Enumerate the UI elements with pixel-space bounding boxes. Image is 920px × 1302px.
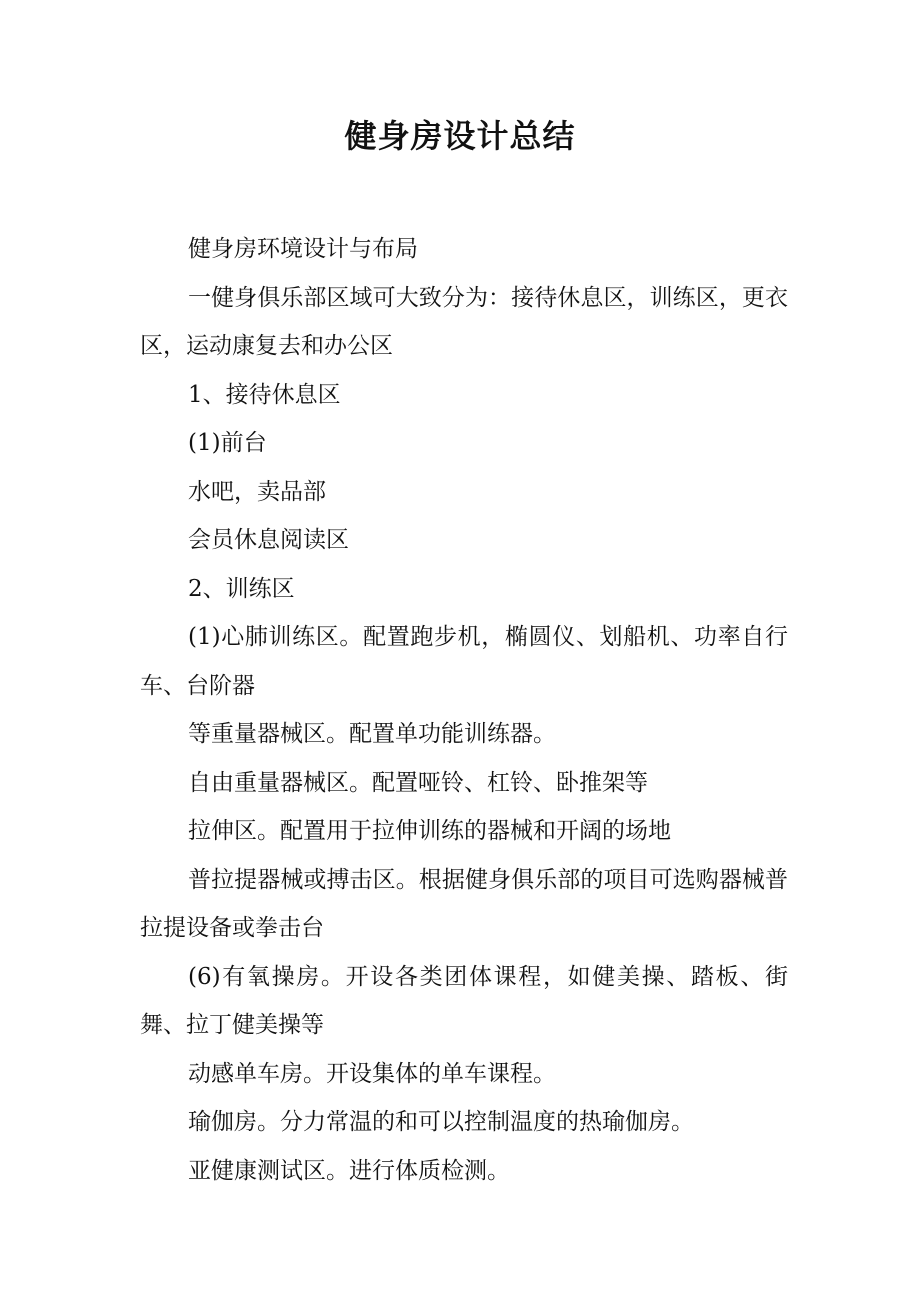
paragraph: 一健身俱乐部区域可大致分为：接待休息区，训练区，更衣区，运动康复去和办公区 [140, 284, 788, 359]
paragraph: 瑜伽房。分力常温的和可以控制温度的热瑜伽房。 [188, 1109, 694, 1135]
paragraph: 普拉提器械或搏击区。根据健身俱乐部的项目可选购器械普拉提设备或拳击台 [140, 866, 788, 941]
paragraph: 动感单车房。开设集体的单车课程。 [188, 1060, 556, 1087]
paragraph: 健身房环境设计与布局 [188, 236, 418, 262]
document-body [140, 225, 788, 1195]
paragraph: 自由重量器械区。配置哑铃、杠铃、卧推架等 [188, 769, 648, 796]
paragraph: 等重量器械区。配置单功能训练器。 [188, 721, 556, 747]
paragraph: 2、训练区 [188, 575, 295, 602]
paragraph: 水吧，卖品部 [188, 478, 326, 505]
paragraph: 1、接待休息区 [188, 381, 341, 408]
paragraph: 拉伸区。配置用于拉伸训练的器械和开阔的场地 [188, 818, 671, 844]
document-title: 健身房设计总结 [344, 117, 576, 155]
paragraph: (1)前台 [188, 430, 267, 456]
paragraph: 会员休息阅读区 [188, 527, 349, 553]
paragraph: (6)有氧操房。开设各类团体课程，如健美操、踏板、街舞、拉丁健美操等 [140, 963, 788, 1038]
paragraph: 亚健康测试区。进行体质检测。 [188, 1157, 510, 1184]
paragraph: (1)心肺训练区。配置跑步机，椭圆仪、划船机、功率自行车、台阶器 [140, 624, 788, 699]
